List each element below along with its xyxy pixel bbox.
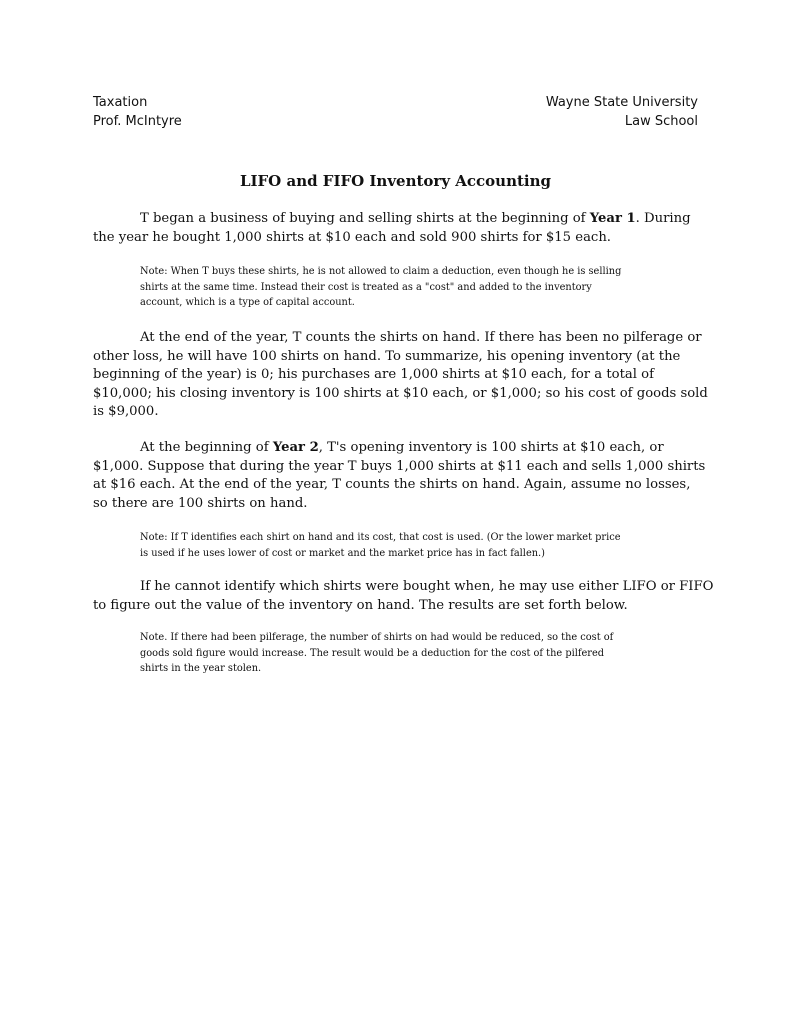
note-line: account, which is a type of capital account. [140,297,355,308]
paragraph-year-1 [93,210,703,247]
paragraph-line [93,210,703,229]
note-line: shirts in the year stolen. [140,663,262,674]
school-name: Law School [624,114,698,129]
year-label: Year 1 [589,211,636,226]
note-line: Note: When T buys these shirts, he is not allowed to claim a deduction, even though he is selling [140,266,622,277]
header-row-1 [93,93,698,112]
note-pilferage [140,630,680,677]
paragraph-line: other loss, he will have 100 shirts on hand. To summarize, his opening inventory (at the [93,348,681,364]
year-label: Year 2 [272,440,319,455]
paragraph-line: If he cannot identify which shirts were bought when, he may use either LIFO or FIFO [140,579,714,594]
paragraph-line: so there are 100 shirts on hand. [93,495,308,511]
text-run: T began a business of buying and selling shirts at the beginning of [140,211,590,226]
page-header [93,93,698,131]
paragraph-line: at $16 each. At the end of the year, T counts the shirts on hand. Again, assume no losses, [93,477,691,493]
paragraph-lifo-fifo [93,578,714,615]
note-deduction [140,264,680,311]
professor-name: Prof. McIntyre [93,114,182,129]
paragraph-line: to figure out the value of the inventory on hand. The results are set forth below. [93,597,628,613]
text-run: . During [635,211,691,226]
text-run: , T's opening inventory is 100 shirts at $10 each, or [318,440,664,455]
paragraph-year-2 [93,439,706,513]
note-line: shirts at the same time. Instead their cost is treated as a "cost" and added to the inventory [140,281,592,293]
paragraph-line: $10,000; his closing inventory is 100 shirts at $10 each, or $1,000; so his cost of goods sold [93,385,708,401]
paragraph-line: At the end of the year, T counts the shirts on hand. If there has been no pilferage or [140,330,702,345]
paragraph-line: the year he bought 1,000 shirts at $10 each and sold 900 shirts for $15 each. [93,229,612,245]
university-name: Wayne State University [545,95,698,110]
paragraph-line [93,439,703,458]
course-name: Taxation [93,95,148,110]
paragraph-line: is $9,000. [93,404,159,420]
document-title: LIFO and FIFO Inventory Accounting [239,172,552,190]
note-line: is used if he uses lower of cost or market and the market price has in fact fallen.) [140,547,545,559]
text-run: At the beginning of [140,440,273,455]
note-identification [140,530,680,561]
paragraph-line: beginning of the year) is 0; his purchases are 1,000 shirts at $10 each, for a total of [93,367,654,383]
note-line: goods sold figure would increase. The result would be a deduction for the cost of the pilfered [140,647,605,659]
header-row-2 [93,112,698,131]
note-line: Note. If there had been pilferage, the number of shirts on had would be reduced, so the cost of [140,632,614,643]
paragraph-line: $1,000. Suppose that during the year T buys 1,000 shirts at $11 each and sells 1,000 shirts [93,458,706,474]
note-line: Note: If T identifies each shirt on hand and its cost, that cost is used. (Or the lower market price [140,532,621,543]
paragraph-year-1-summary [93,329,708,422]
